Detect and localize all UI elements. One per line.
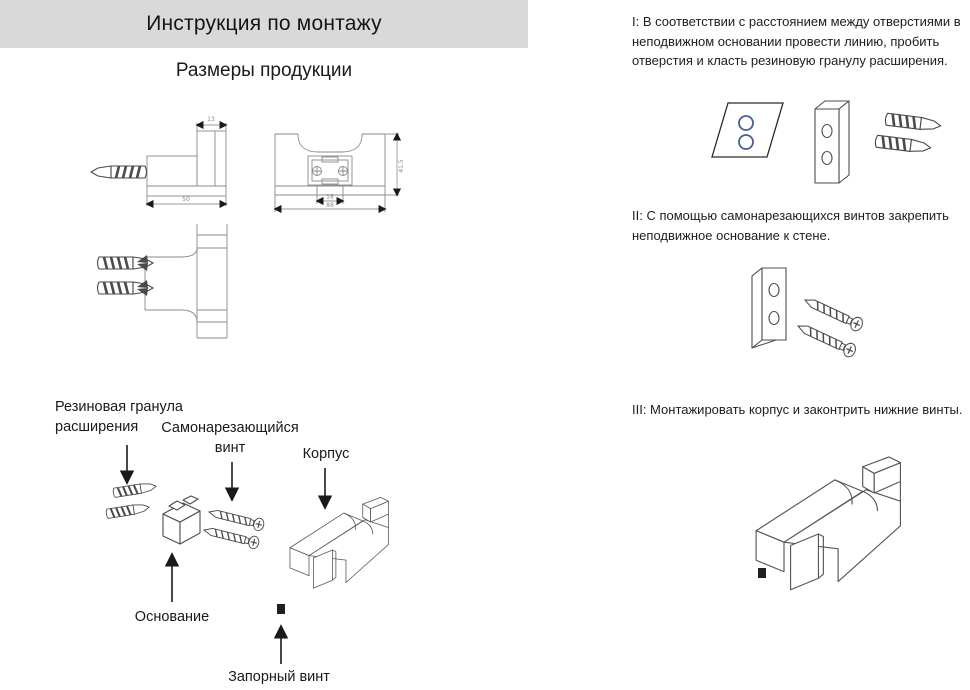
wall-plug-icon — [98, 255, 154, 271]
wall-plug-icon — [98, 280, 154, 296]
label-body: Корпус — [302, 446, 350, 462]
dim-label-hole-spacing: 18 — [326, 193, 334, 201]
base-part — [163, 496, 200, 544]
base-part — [815, 101, 849, 183]
step-3-illustration — [725, 438, 955, 618]
hook-body-part — [756, 457, 900, 590]
hook-body-part — [290, 497, 389, 588]
dim-label-height: 41.5 — [398, 159, 405, 173]
label-self-tapping-screw: Самонарезающийся винт — [161, 420, 299, 456]
label-rubber-plug: Резиновая гранула расширения — [55, 399, 183, 435]
screw-icon — [795, 294, 865, 359]
dimension-drawing-front-view — [266, 98, 418, 216]
wall-plug-icon — [91, 166, 147, 178]
wall-plug-icon — [875, 113, 942, 154]
step-1-text: I: В соответствии с расстоянием между отверстиями в неподвижном основании провести линию, пробить отверстия и класть резиновую гранулу расширения. — [632, 14, 961, 68]
exploded-view-drawing — [95, 438, 415, 673]
base-part — [752, 268, 786, 348]
dimension-drawing-side-view — [88, 100, 253, 212]
drill-template — [712, 103, 783, 157]
dim-label-front-width: 88 — [326, 202, 334, 209]
screw-icon — [202, 506, 265, 550]
dim-label-bottom-width: 50 — [182, 196, 190, 203]
section-title: Размеры продукции — [175, 60, 353, 81]
header-bar — [0, 0, 528, 48]
step-2-text: II: С помощью самонарезающихся винтов закрепить неподвижное основание к стене. — [632, 208, 949, 243]
dim-label-top-width: 13 — [207, 116, 215, 123]
step-2-illustration — [720, 258, 930, 383]
label-locking-screw: Запорный винт — [228, 669, 330, 685]
dimension-drawing-profile-view — [85, 222, 265, 362]
step-1-illustration — [695, 95, 960, 200]
label-base: Основание — [134, 609, 210, 625]
page-title: Инструкция по монтажу — [146, 12, 382, 35]
locking-screw-part — [758, 568, 766, 578]
step-3-text: III: Монтажировать корпус и законтрить нижние винты. — [632, 402, 963, 417]
locking-screw-part — [277, 604, 285, 614]
wall-plug-icon — [106, 482, 157, 519]
